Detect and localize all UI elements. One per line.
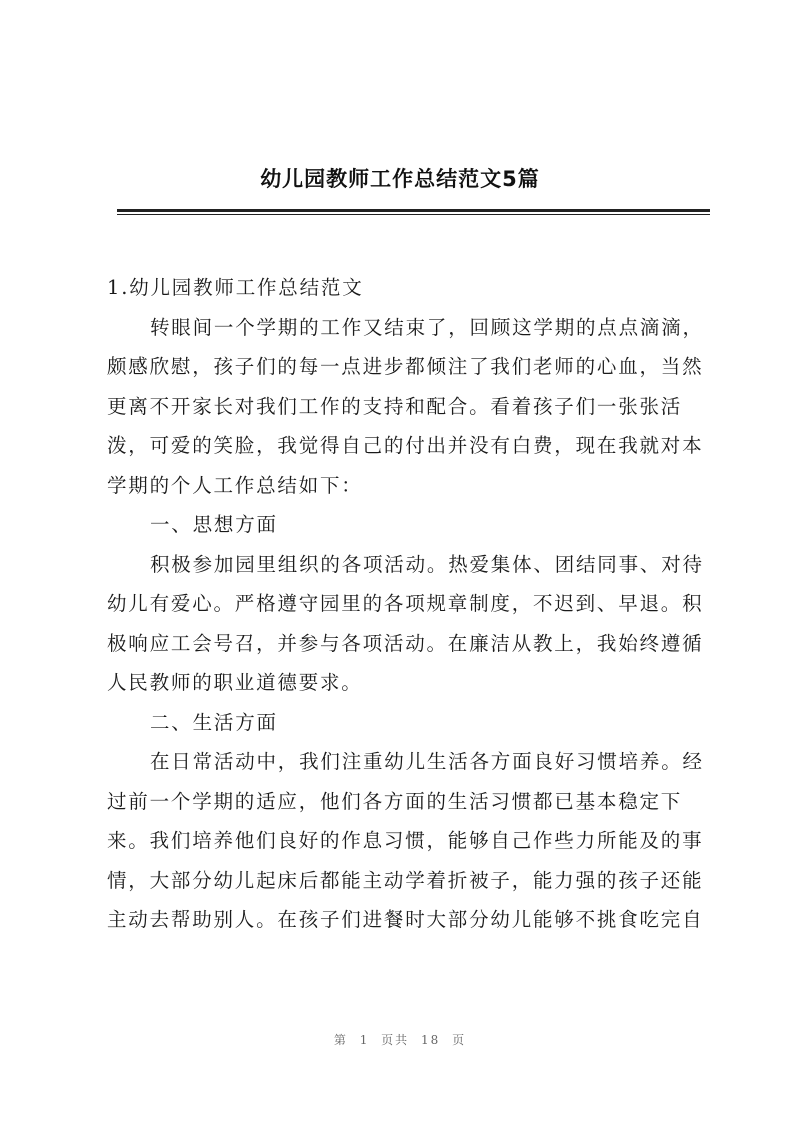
subsection-heading: 一、思想方面 — [150, 513, 278, 536]
paragraph-line: 情，大部分幼儿起床后都能主动学着折被子，能力强的孩子还能 — [107, 868, 704, 892]
paragraph-line: 主动去帮助别人。在孩子们进餐时大部分幼儿能够不挑食吃完自 — [107, 908, 704, 931]
paragraph-line: 幼儿有爱心。严格遵守园里的各项规章制度，不迟到、早退。积 — [107, 592, 704, 615]
paragraph-line: 颇感欣慰，孩子们的每一点进步都倾注了我们老师的心血，当然 — [107, 355, 704, 378]
paragraph-line: 来。我们培养他们良好的作息习惯，能够自己作些力所能及的事 — [107, 829, 704, 852]
paragraph-line: 过前一个学期的适应，他们各方面的生活习惯都已基本稳定下 — [107, 789, 683, 813]
footer-suffix: 页 — [452, 1033, 467, 1047]
document-body — [107, 268, 711, 940]
footer-middle: 页共 — [381, 1033, 410, 1047]
paragraph-line: 转眼间一个学期的工作又结束了，回顾这学期的点点滴滴， — [150, 315, 704, 339]
footer-prefix: 第 — [333, 1033, 348, 1047]
paragraph-line: 积极参加园里组织的各项活动。热爱集体、团结同事、对待 — [150, 552, 704, 576]
paragraph-line: 更离不开家长对我们工作的支持和配合。看着孩子们一张张活 — [107, 394, 683, 418]
page-footer — [0, 1031, 800, 1048]
paragraph-line: 在日常活动中，我们注重幼儿生活各方面良好习惯培养。经 — [150, 750, 704, 773]
section-heading: 1.幼儿园教师工作总结范文 — [107, 276, 364, 299]
footer-total-pages: 18 — [421, 1033, 441, 1047]
page-title: 幼儿园教师工作总结范文5篇 — [260, 167, 540, 191]
subsection-heading: 二、生活方面 — [150, 710, 278, 734]
paragraph-line: 极响应工会号召，并参与各项活动。在廉洁从教上，我始终遵循 — [107, 631, 704, 655]
paragraph-line: 学期的个人工作总结如下： — [107, 473, 363, 497]
title-divider-thin — [117, 214, 710, 215]
paragraph-line: 人民教师的职业道德要求。 — [107, 671, 363, 694]
paragraph-line: 泼，可爱的笑脸，我觉得自己的付出并没有白费，现在我就对本 — [107, 434, 704, 457]
title-divider — [117, 209, 710, 212]
footer-current-page: 1 — [359, 1033, 370, 1047]
